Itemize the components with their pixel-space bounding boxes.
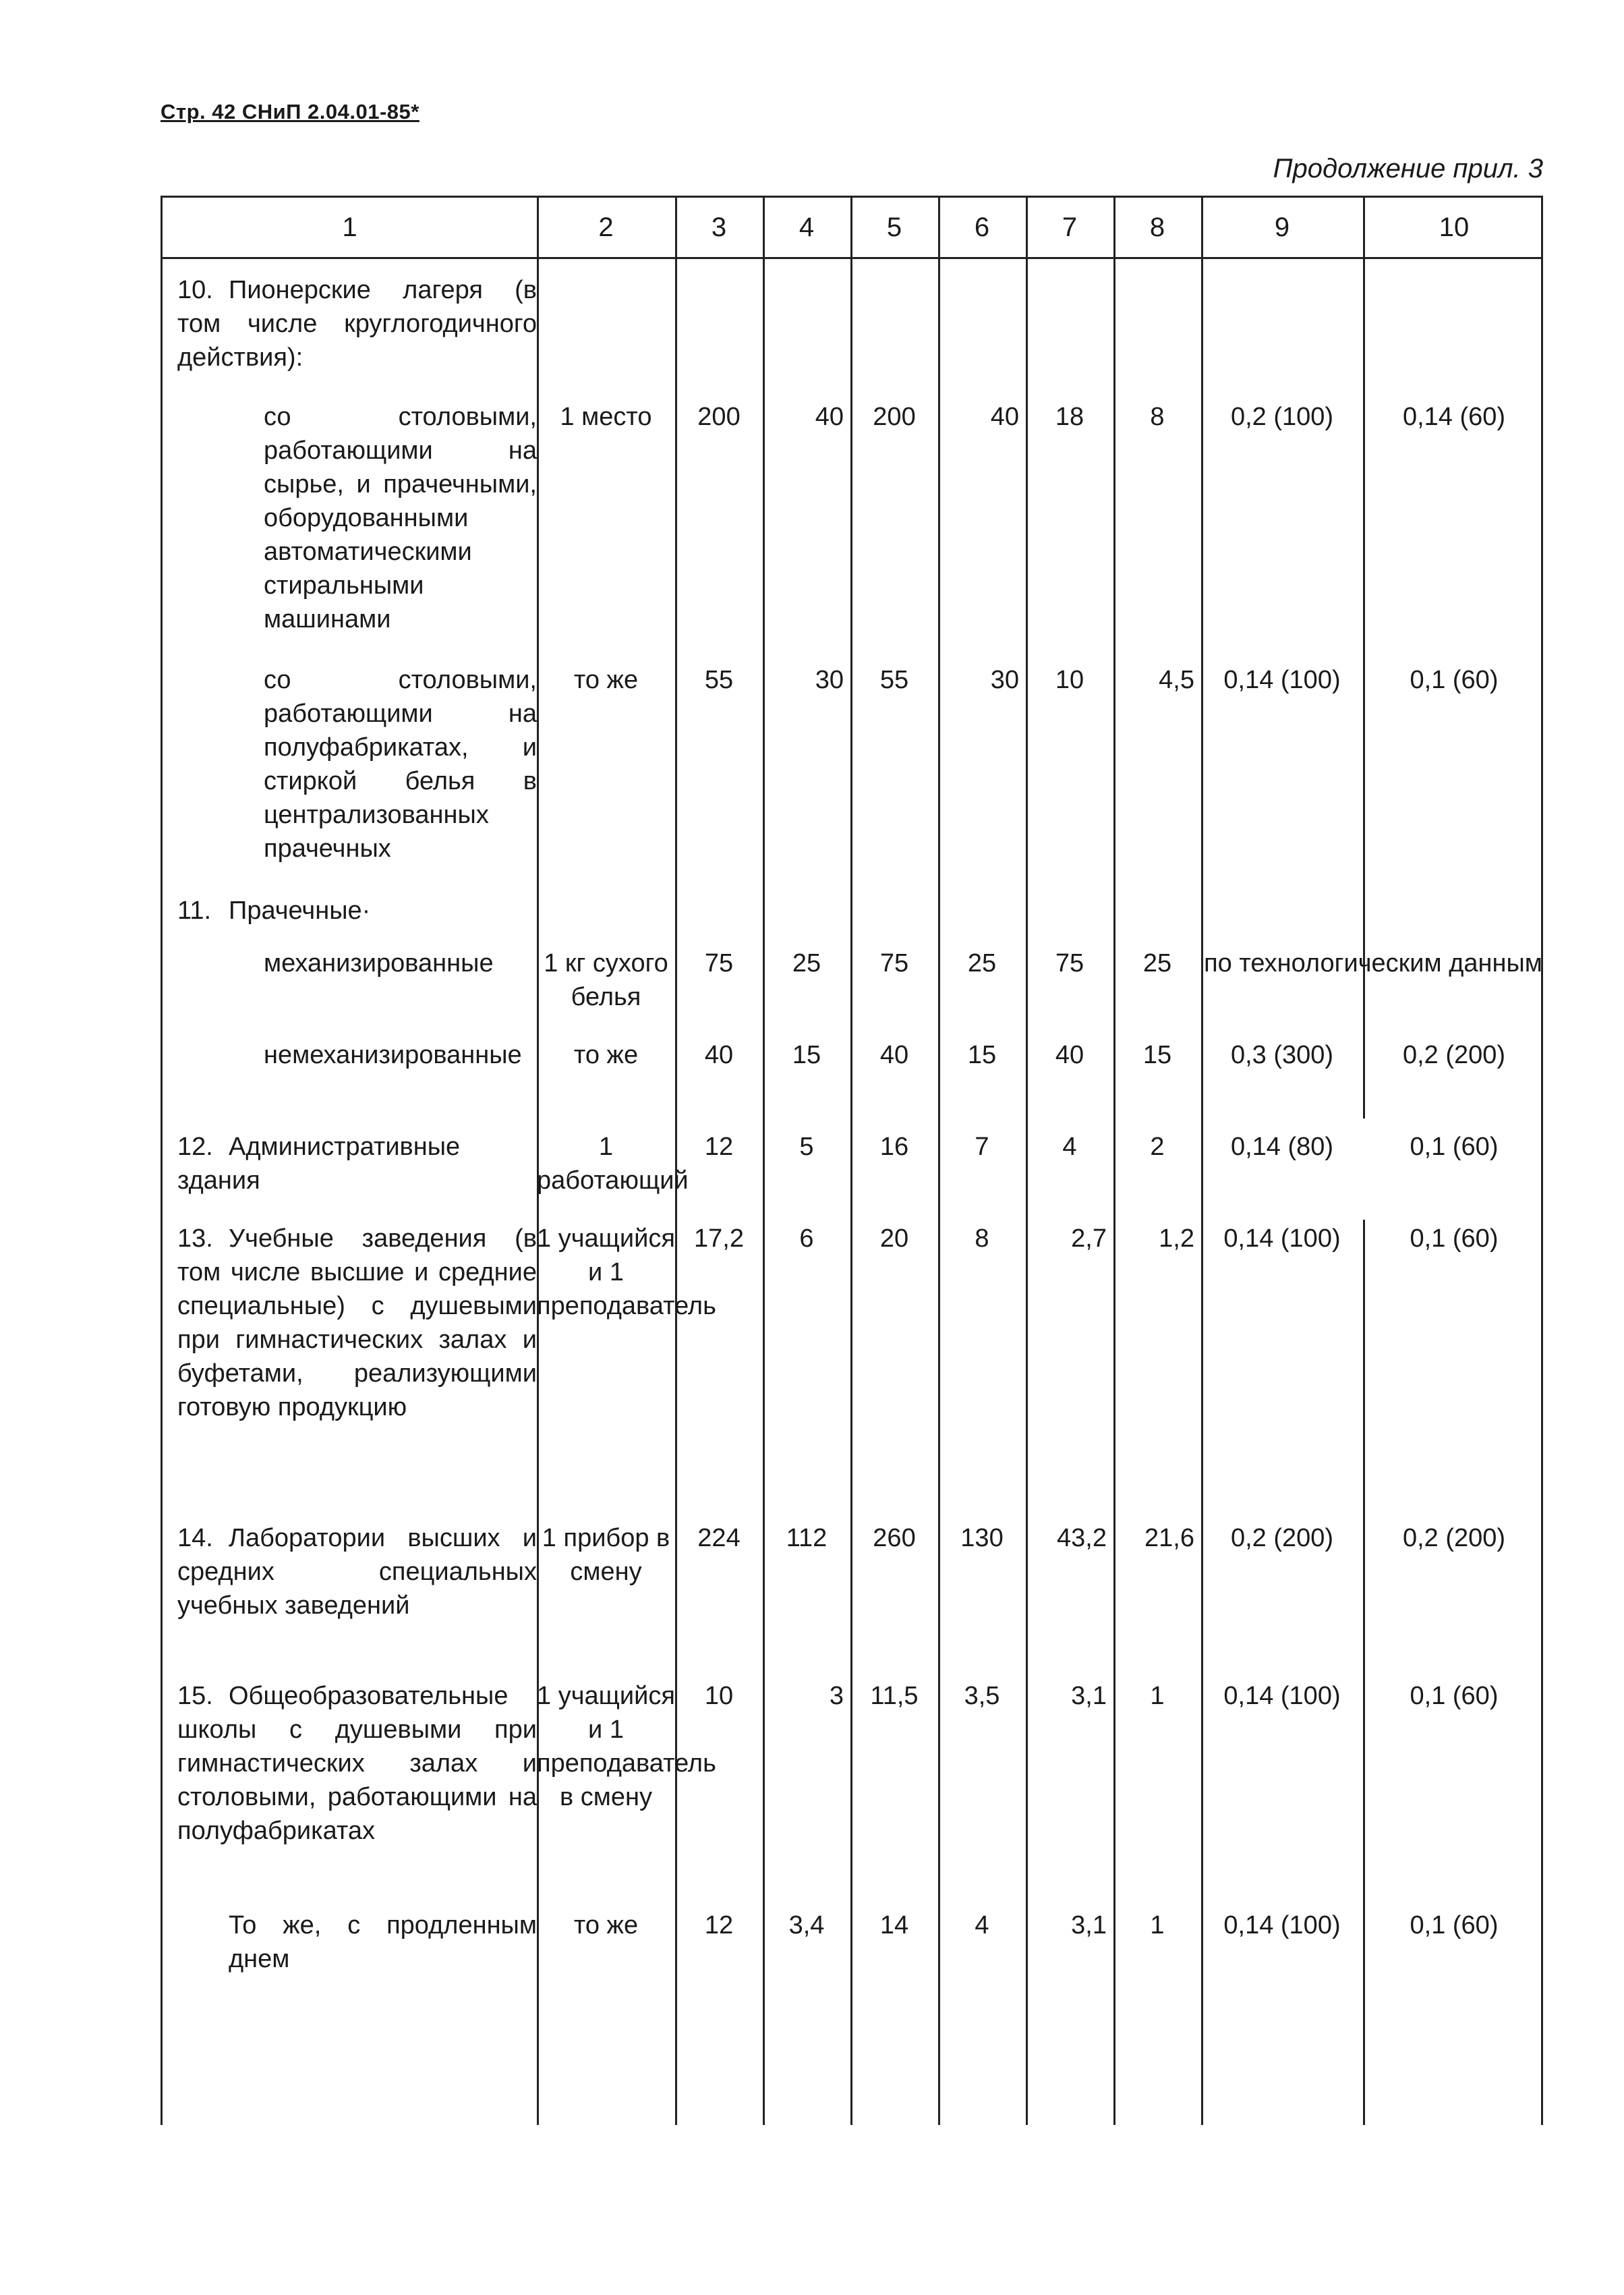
value-cell: 8	[975, 1224, 989, 1253]
value-cell: 4,5	[1159, 666, 1194, 694]
data-table	[161, 196, 1543, 2125]
value-cell: 10	[704, 1682, 734, 1710]
value-cell: 8	[1150, 403, 1165, 431]
value-cell: 112	[786, 1524, 828, 1552]
value-cell: 17,2	[694, 1224, 744, 1253]
unit-cell: 1 кг сухого белья	[544, 949, 668, 1011]
value-cell: 12	[704, 1133, 734, 1161]
value-cell: 0,14 (80)	[1230, 1133, 1334, 1161]
row-number: 15.	[177, 1682, 213, 1710]
value-cell: 0,2 (200)	[1230, 1524, 1334, 1552]
row-label: Прачечные·	[229, 897, 371, 925]
value-cell: 0,14 (100)	[1223, 1682, 1341, 1710]
value-cell: 260	[873, 1524, 916, 1552]
header-cell: 8	[1149, 212, 1165, 242]
value-cell: 5	[799, 1133, 814, 1161]
value-cell: 0,1 (60)	[1410, 666, 1499, 694]
row-label: Учебные заведения (в том числе высшие и средние специальные) с душевыми при гимнастических залах и буфетами, реализующими готовую продукцию	[177, 1224, 537, 1421]
row-label: со столовыми, работающими на полуфабрикатах, и стиркой белья в централизованных прачечных	[264, 666, 537, 863]
value-cell: 0,14 (100)	[1223, 1911, 1341, 1939]
value-cell: 75	[1055, 949, 1084, 978]
row-label: То же, с продленным днем	[229, 1911, 537, 1973]
value-cell: 0,14 (100)	[1223, 666, 1341, 694]
value-cell: 200	[697, 403, 741, 431]
value-cell: 25	[967, 949, 997, 978]
value-cell: 12	[704, 1911, 734, 1939]
header-cell: 10	[1439, 212, 1470, 242]
unit-cell: 1 учащийся и 1 преподаватель	[537, 1224, 716, 1320]
value-cell: 18	[1055, 403, 1084, 431]
value-cell: 14	[879, 1911, 909, 1939]
value-cell: 3,1	[1071, 1911, 1107, 1939]
value-cell: 0,1 (60)	[1410, 1133, 1499, 1161]
continuation-note: Продолжение прил. 3	[1273, 154, 1543, 183]
row-name	[163, 1130, 537, 1197]
value-cell: 16	[879, 1133, 909, 1161]
row-label: Административные здания	[177, 1133, 461, 1195]
unit-cell: то же	[573, 666, 639, 694]
value-cell: 224	[697, 1524, 741, 1552]
row-label: Лаборатории высших и средних специальных учебных заведений	[177, 1524, 537, 1620]
value-cell: 0,14 (100)	[1223, 1224, 1341, 1253]
value-cell: 0,14 (60)	[1402, 403, 1506, 431]
header-cell: 1	[342, 212, 357, 242]
unit-cell: 1 учащийся и 1 преподаватель в смену	[537, 1682, 716, 1811]
value-cell: 2,7	[1071, 1224, 1107, 1253]
row-name	[163, 1222, 537, 1424]
value-cell: 15	[1142, 1041, 1172, 1069]
header-cell: 9	[1274, 212, 1290, 242]
row-number: 11.	[177, 897, 212, 925]
value-cell: 2	[1150, 1133, 1165, 1161]
value-cell: 30	[990, 666, 1019, 694]
value-cell: 25	[1142, 949, 1172, 978]
header-cell: 3	[711, 212, 727, 242]
merged-value-cell: по технологическим данным	[1204, 949, 1542, 978]
unit-cell: то же	[573, 1041, 639, 1069]
value-cell: 200	[873, 403, 916, 431]
value-cell: 20	[879, 1224, 909, 1253]
value-cell: 11,5	[870, 1682, 919, 1710]
unit-cell: 1 место	[560, 403, 652, 431]
page-header: Стр. 42 СНиП 2.04.01-85*	[161, 100, 419, 123]
row-label: немеханизированные	[264, 1041, 522, 1069]
value-cell: 0,2 (200)	[1402, 1041, 1506, 1069]
row-number: 14.	[177, 1524, 213, 1552]
value-cell: 3,1	[1071, 1682, 1107, 1710]
value-cell: 3,5	[964, 1682, 1000, 1710]
value-cell: 4	[1062, 1133, 1077, 1161]
value-cell: 6	[799, 1224, 814, 1253]
header-cell: 7	[1062, 212, 1078, 242]
value-cell: 0,2 (200)	[1402, 1524, 1506, 1552]
value-cell: 15	[967, 1041, 997, 1069]
value-cell: 25	[792, 949, 821, 978]
value-cell: 3	[829, 1682, 844, 1710]
value-cell: 0,1 (60)	[1410, 1682, 1499, 1710]
row-number: 13.	[177, 1224, 213, 1253]
header-cell: 4	[799, 212, 815, 242]
row-label: со столовыми, работающими на сырье, и прачечными, оборудованными автоматическими стиральными машинами	[264, 403, 537, 633]
row-name	[163, 894, 537, 928]
value-cell: 10	[1055, 666, 1084, 694]
value-cell: 40	[990, 403, 1019, 431]
value-cell: 40	[815, 403, 844, 431]
value-cell: 1	[1150, 1911, 1165, 1939]
header-cell: 5	[886, 212, 902, 242]
value-cell: 43,2	[1057, 1524, 1107, 1552]
row-number: 12.	[177, 1133, 213, 1161]
value-cell: 3,4	[788, 1911, 825, 1939]
value-cell: 1,2	[1159, 1224, 1194, 1253]
value-cell: 55	[704, 666, 734, 694]
unit-cell: 1 работающий	[537, 1133, 689, 1195]
value-cell: 40	[704, 1041, 734, 1069]
value-cell: 55	[879, 666, 909, 694]
value-cell: 0,1 (60)	[1410, 1224, 1499, 1253]
row-name	[163, 273, 537, 374]
row-label: механизированные	[264, 949, 494, 978]
value-cell: 40	[879, 1041, 909, 1069]
header-divider	[163, 257, 1541, 259]
value-cell: 30	[815, 666, 844, 694]
value-cell: 21,6	[1144, 1524, 1194, 1552]
value-cell: 15	[792, 1041, 821, 1069]
value-cell: 75	[704, 949, 734, 978]
row-name	[163, 1521, 537, 1622]
value-cell: 130	[960, 1524, 1004, 1552]
row-name	[163, 1679, 537, 1848]
unit-cell: 1 прибор в смену	[542, 1524, 670, 1586]
value-cell: 40	[1055, 1041, 1084, 1069]
header-cell: 2	[598, 212, 614, 242]
value-cell: 4	[975, 1911, 989, 1939]
row-label: Пионерские лагеря (в том числе круглогодичного действия):	[177, 276, 537, 372]
value-cell: 1	[1150, 1682, 1165, 1710]
value-cell: 7	[975, 1133, 989, 1161]
value-cell: 0,3 (300)	[1230, 1041, 1334, 1069]
value-cell: 0,2 (100)	[1230, 403, 1334, 431]
value-cell: 0,1 (60)	[1410, 1911, 1499, 1939]
unit-cell: то же	[573, 1911, 639, 1939]
row-label: Общеобразовательные школы с душевыми при гимнастических залах и столовыми, работающими на полуфабрикатах	[177, 1682, 537, 1845]
row-number: 10.	[177, 276, 213, 304]
value-cell: 75	[879, 949, 909, 978]
header-cell: 6	[974, 212, 990, 242]
